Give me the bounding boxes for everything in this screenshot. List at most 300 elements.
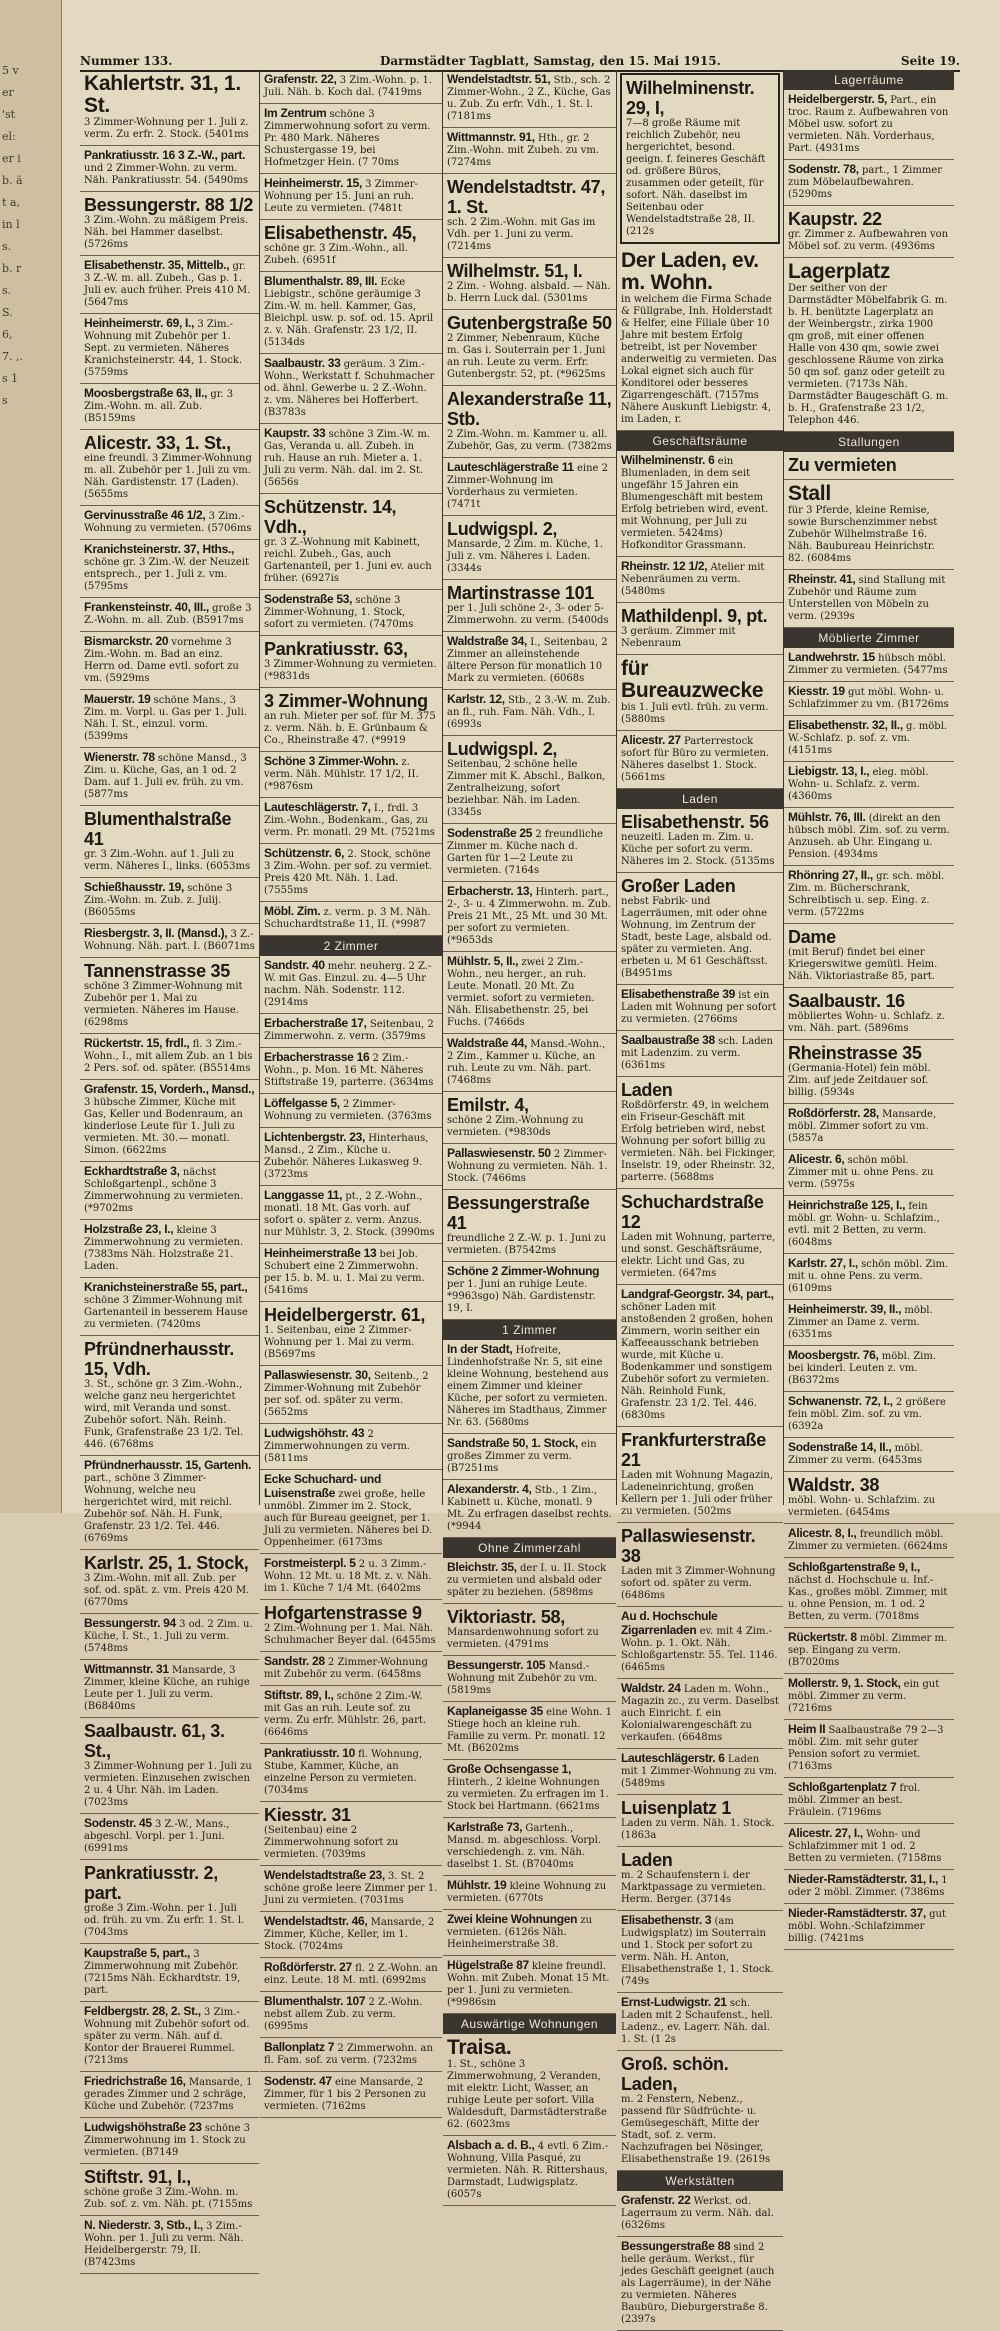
classified-ad <box>260 1866 442 1912</box>
classified-ad <box>443 952 616 1034</box>
ad-text: Hofreite, Lindenhofstraße Nr. 5, sit eine kleine Wohnung, bestehend aus einem Zimmer und kleiner Küche, per sofort zu vermieten. Näheres im Stadthaus, Zimmer Nr. 63. (5680ms <box>447 1345 609 1428</box>
ad-text: 3. St. 2 schöne große leere Zimmer per 1. Juni zu vermieten. (7031ms <box>264 1871 438 1906</box>
classified-ad <box>80 506 259 540</box>
classified-ad <box>784 808 954 866</box>
classified-ad <box>80 958 259 1034</box>
ad-text: 2 freundliche Zimmer m. Küche nach d. Garten für 1—2 Leute zu vermieten. (7164s <box>447 829 603 876</box>
ad-text: 1 oder 2 möbl. Zimmer. (7386ms <box>788 1875 948 1898</box>
classified-ad <box>80 1944 259 2002</box>
ad-headline: Heinheimerstr. 39, II., <box>788 1302 902 1316</box>
section-heading: Geschäftsräume <box>617 431 783 451</box>
classified-ad <box>617 1427 783 1523</box>
ad-text: (am Ludwigsplatz) im Souterrain und 1. Stock per sofort zu verm. Näh. H. Anton, Elisabethenstraße 1, 1. Stock. (749s <box>621 1916 774 1987</box>
classified-ad <box>784 1392 954 1438</box>
ad-headline: Grafenstr. 22 <box>621 2193 691 2207</box>
classified-ad <box>80 2216 259 2274</box>
ad-text: gr. 3 Zim.-Wohn. m. all. Zub. (B5159ms <box>84 389 234 424</box>
ad-text: Roßdörferstr. 49, in welchem ein Friseur-Geschäft mit Erfolg betrieben wird, nebst Wohnung per sofort billig zu vermieten. Näh. bei Fickinger, Inselstr. 19, oder Rheinstr. 32, parterre. (5688ms <box>621 1100 776 1183</box>
classified-ad <box>260 1958 442 1992</box>
ad-headline: Heinheimerstr. 69, I., <box>84 316 195 330</box>
ad-headline: Martinstrasse 101 <box>447 583 594 603</box>
ad-text: 1. Seitenbau, eine 2 Zimmer-Wohnung per 1. Mai zu verm. (B5697ms <box>264 1325 415 1360</box>
classified-ad <box>260 2038 442 2072</box>
ad-headline: Elisabethenstraße 39 <box>621 987 736 1001</box>
classified-ad <box>617 731 783 789</box>
ad-headline: Sodenstraße 25 <box>447 826 533 840</box>
ad-headline: Lichtenbergstr. 23, <box>264 1130 365 1144</box>
ad-headline: Heinheimerstr. 15, <box>264 176 362 190</box>
ad-text: für 3 Pferde, kleine Remise, sowie Burschenzimmer nebst Zubehör Wilhelmstraße 16. Näh. Baubureau Heinrichstr. 82. (6084ms <box>788 505 938 564</box>
classified-ad <box>260 1186 442 1244</box>
ad-headline: Sodenstr. 45 <box>84 1816 152 1830</box>
classified-ad <box>260 1600 442 1652</box>
ad-text: Hinterh. part., 2-, 3- u. 4 Zimmerwohn. m. Zub. Preis 21 Mt., 25 Mt. und 30 Mt. per sofort zu vermieten. (*9653ds <box>447 887 611 946</box>
ad-text: Laden mit 1 Zimmer-Wohnung zu vm. (5489ms <box>621 1754 778 1789</box>
ad-text: Stb., 1 Zim., Kabinett u. Küche, monatl. 9 Mt. Zu erfragen daselbst rechts. (*9944 <box>447 1485 612 1532</box>
classified-ad <box>617 1993 783 2051</box>
ad-headline: Sodenstraße 53, <box>264 592 353 606</box>
classified-ad <box>80 1034 259 1080</box>
classified-ad <box>784 90 954 160</box>
ad-text: Seitenbau, 2 Zimmerwohn. z. verm. (3579ms <box>264 1019 434 1042</box>
classified-ad <box>617 1795 783 1847</box>
ad-text: schöne 3 Zim.-W. m. Gas, Veranda u. all. Zubeh. in ruh. Hause an ruh. Mieter a. 1. Juli zu verm. Näh. dal. im 2. St. (5656s <box>264 429 431 488</box>
classified-ad <box>443 2034 616 2136</box>
ad-headline: Holzstraße 23, I., <box>84 1222 174 1236</box>
section-heading: Stallungen <box>784 432 954 452</box>
ad-headline: Mathildenpl. 9, pt. <box>621 606 768 626</box>
ad-headline: Blumenthalstr. 107 <box>264 1994 366 2008</box>
ad-headline: Forstmeisterpl. 5 <box>264 1556 356 1570</box>
ad-headline: Moosbergstraße 63, II., <box>84 386 208 400</box>
ad-text: 2 Zimmer-Wohnung zu vermieten. (3763ms <box>264 1099 432 1122</box>
column-1 <box>80 70 260 2268</box>
classified-ad <box>784 716 954 762</box>
classified-ad <box>80 1220 259 1278</box>
ad-headline: Lauteschlägerstraße 11 <box>447 460 574 474</box>
ad-headline: Saalbaustr. 16 <box>788 991 905 1011</box>
ad-text: Mansardenwohnung sofort zu vermieten. (4791ms <box>447 1627 599 1650</box>
ad-headline: Erbacherstr. 13, <box>447 884 533 898</box>
ad-text: Hinterhaus, Mansd., 2 Zim., Küche u. Zubehör. Näheres Lukasweg 9. (3723ms <box>264 1133 429 1180</box>
ad-text: der I. u. II. Stock zu vermieten und alsbald oder später zu beziehen. (5898ms <box>447 1563 607 1598</box>
ad-headline: Pankratiusstr. 63, <box>264 639 408 659</box>
ad-headline: Elisabethenstr. 45, <box>264 223 417 243</box>
ad-text: Stb., sch. 2 Zimmer-Wohn., 2 Z., Küche, Gas u. Zub. Zu erfr. Vdh., 1. St. l. (7181ms <box>447 75 611 122</box>
ad-text: 3. St., schöne gr. 3 Zim.-Wohn., welche ganz neu hergerichtet wird, mit Veranda und sonst. Zubehör sofort. Näh. Reinh. Funk, Grafenstraße 23 1/2. Tel. 446. (6768ms <box>84 1379 244 1450</box>
ad-text: 2 Z.-Wohn. nebst allem Zub. zu verm. (6995ms <box>264 1997 423 2032</box>
classified-ad <box>443 386 616 458</box>
ad-headline: Elisabethenstr. 35, Mittelb., <box>84 258 230 272</box>
ad-headline: Bessungerstr. 105 <box>447 1658 546 1672</box>
ad-text: gut möbl. Wohn.-Schlafzimmer billig. (7421ms <box>788 1909 946 1944</box>
classified-ad <box>443 70 616 128</box>
ad-headline: Mollerstr. 9, 1. Stock, <box>788 1676 901 1690</box>
classified-ad <box>784 762 954 808</box>
ad-text: gut möbl. Wohn- u. Schlafzimmer zu vm. (B1726ms <box>788 687 949 710</box>
ad-headline: Schießhausstr. 19, <box>84 880 184 894</box>
classified-ad <box>260 1652 442 1686</box>
classified-ad <box>784 1104 954 1150</box>
ad-headline: Nieder-Ramstädterstr. 31, I., <box>788 1872 939 1886</box>
ad-headline: Bessungerstraße 41 <box>447 1193 590 1233</box>
ad-headline: Pfründnerhausstr. 15, Gartenh. <box>84 1458 252 1472</box>
ad-text: fl. 2 Z.-Wohn. an einz. Leute. 18 M. mtl. (6992ms <box>264 1963 438 1986</box>
ad-headline: Pallaswiesenstr. 38 <box>621 1526 756 1566</box>
ad-headline: Kaupstraße 5, part., <box>84 1946 191 1960</box>
classified-ad <box>260 590 442 636</box>
classified-ad <box>80 1660 259 1718</box>
classified-ad <box>260 1802 442 1866</box>
ad-headline: Kiesstr. 31 <box>264 1805 351 1825</box>
ad-text: Seitenbau, 2 schöne helle Zimmer mit K. Abschl., Balkon, Zentralheizung, sofort beziehbar. Näh. im Laden. (3345s <box>447 759 606 818</box>
ad-text: 2 Zim.-Wohn., p. Mon. 16 Mt. Näheres Stiftstraße 19, parterre. (3634ms <box>264 1053 434 1088</box>
page-number: Seite 19. <box>900 54 960 68</box>
classified-ad <box>443 632 616 690</box>
classified-ad <box>80 384 259 430</box>
ad-text: Gartenh., Mansd. m. abgeschloss. Vorpl. verschiedengh. z. vm. Näh. daselbst 1. St. (B7040ms <box>447 1823 601 1870</box>
ad-text: m. 2 Fenstern, Nebenz., passend für Südfrüchte- u. Gemüsegeschäft, Mitte der Stadt, sof. z. verm. Nachzufragen bei Nösinger, Elisabethenstraße 19. (2619s <box>621 2094 771 2165</box>
ad-headline: Im Zentrum <box>264 106 327 120</box>
ad-headline: Schloßgartenstraße 9, I., <box>788 1560 920 1574</box>
classified-ad <box>443 1956 616 2014</box>
ad-text: möbliertes Wohn- u. Schlafz. z. vm. Näh. part. (5896ms <box>788 1011 945 1034</box>
ad-text: ein großes Zimmer zu verm. (B7251ms <box>447 1439 597 1474</box>
ad-text: Mansd.-Wohnung mit Zubehör zu vm. (5819ms <box>447 1661 598 1696</box>
ad-headline: Rückertstr. 15, frdl., <box>84 1036 190 1050</box>
ad-text: Hinterh., 2 kleine Wohnungen zu vermieten. Zu erfragen im 1. Stock bei Hartmann. (6621ms <box>447 1777 609 1812</box>
ad-text: 3 od. 2 Zim. u. Küche, I. St., 1. Juli zu verm. (5748ms <box>84 1619 253 1654</box>
ad-headline: Karlstraße 73, <box>447 1820 523 1834</box>
ad-headline: Schützenstr. 6, <box>264 846 345 860</box>
ad-headline: Alicestr. 33, 1. St., <box>84 433 231 453</box>
ad-text: Laden mit Wohnung, parterre, und sonst. Geschäftsräume, elektr. Licht und Gas, zu vermieten. (647ms <box>621 1232 776 1279</box>
classified-ad <box>617 557 783 603</box>
ad-text: Wohn- und Schlafzimmer mit 1 od. 2 Betten zu vermieten. (7158ms <box>788 1829 942 1864</box>
ad-headline: Karlstr. 25, 1. Stock, <box>84 1553 249 1573</box>
ad-text: 3 Zim.-Wohn. zu mäßigem Preis. Näh. bei Hammer daselbst. (5726ms <box>84 215 249 250</box>
ad-text: Mansarde, 1 gerades Zimmer und 2 schräge, Küche und Zubehör. (7237ms <box>84 2077 253 2112</box>
ad-headline: Ludwigshöhstraße 23 <box>84 2120 202 2134</box>
classified-ad <box>260 494 442 590</box>
ad-text: fein möbl. gr. Wohn- u. Schlafzim., evtl. mit 2 Betten, zu verm. (6048ms <box>788 1201 940 1248</box>
ad-text: 1. St., schöne 3 Zimmerwohnung, 2 Veranden, mit elektr. Licht, Wasser, an ruhige Leute per sofort. Villa Waldesduft, Darmstädterstraße 62. (6023ms <box>447 2059 607 2130</box>
classified-ad <box>80 632 259 690</box>
ad-text: 2. Stock, schöne 3 Zim.-Wohn. per sof. zu vermiet. Preis 420 Mt. Näh. 1. Lad. (7555ms <box>264 849 433 896</box>
ad-headline: Pallaswiesenstr. 30, <box>264 1368 371 1382</box>
ad-text: 7—8 große Räume mit reichlich Zubehör, neu hergerichtet, besond. geeign. f. feineres Geschäft od. größere Büros, zusammen oder geteilt, für sofort. Näh. daselbst im Seitenbau oder Wendelstadtstraße 28, II. (212s <box>626 118 766 237</box>
ad-headline: Erbacherstrasse 16 <box>264 1050 370 1064</box>
ad-headline: Hügelstraße 87 <box>447 1958 529 1972</box>
classified-ad <box>443 1340 616 1434</box>
classified-ad <box>784 1254 954 1300</box>
section-heading: Möblierte Zimmer <box>784 628 954 648</box>
ad-headline: Lauteschlägerstr. 7, <box>264 800 371 814</box>
column-3 <box>443 70 617 2200</box>
ad-text: 3 Zimmer-Wohnung zu vermieten. (*9831ds <box>264 659 437 682</box>
classified-ad <box>784 1778 954 1824</box>
ad-headline: Stiftstr. 91, I., <box>84 2167 191 2187</box>
section-heading: Laden <box>617 789 783 809</box>
ad-text: fl. 3 Zim.-Wohn., I., mit allem Zub. an 1 bis 2 Pers. sof. od. später. (B5514ms <box>84 1039 253 1074</box>
ad-headline: Pankratiusstr. 16 3 Z.-W., part. <box>84 148 246 162</box>
classified-ad <box>260 220 442 272</box>
ad-headline: Großer Laden <box>621 876 736 896</box>
ad-text: Seitenb., 2 Zimmer-Wohnung mit Zubehör per sof. od. später zu verm. (5652ms <box>264 1371 429 1418</box>
ad-headline: Waldstraße 44, <box>447 1036 528 1050</box>
classified-ad <box>80 146 259 192</box>
ad-text: gr. 3 Z.-Wohnung mit Kabinett, reichl. Zubeh., Gas, auch Gartenanteil, per 1. Juni ev. auch früher. (6927is <box>264 537 432 584</box>
ad-headline: Frankensteinstr. 40, III., <box>84 600 209 614</box>
ad-text: sind 2 helle geräum. Werkst., für jedes Geschäft geeignet (auch als Lagerräume), in der Nähe zu vermieten. Näheres Baubüro, Dieburgerstraße 8. (2397s <box>621 2242 775 2325</box>
ad-text: eine 2 Zimmer-Wohnung im Vorderhaus zu vermieten. (7471t <box>447 463 609 510</box>
ad-headline: Wendelstadtstr. 51, <box>447 72 551 86</box>
classified-ad <box>784 1472 954 1524</box>
ad-text: Parterrestock sofort für Büro zu vermieten. Näheres daselbst 1. Stock. (5661ms <box>621 736 770 783</box>
ad-headline: Waldstraße 34, <box>447 634 528 648</box>
ad-text: 4 evtl. 6 Zim.-Wohnung, Villa Pasqué, zu vermieten. Näh. R. Rittershaus, Darmstadt, Ludwigsplatz. (6057s <box>447 2141 609 2200</box>
ad-headline: Stiftstr. 89, I., <box>264 1688 334 1702</box>
masthead-date: Darmstädter Tagblatt, Samstag, den 15. Mai 1915. <box>380 54 721 68</box>
ad-text: Laden m. Wohn., Magazin zc., zu verm. Daselbst auch Einricht. f. ein Kolonialwarengeschäft zu verkaufen. (6648ms <box>621 1684 779 1743</box>
ad-text: nächst d. Hochschule u. Inf.-Kas., großes möbl. Zimmer, mit u. ohne Pension, m. 1 od. 2 Betten, zu verm. (7018ms <box>788 1575 948 1622</box>
classified-ad <box>80 430 259 506</box>
ad-headline: Laden <box>621 1850 673 1870</box>
classified-ad <box>443 1656 616 1702</box>
ad-headline: Wilhelmstr. 51, I. <box>447 261 583 281</box>
ad-text: 3 Zim.-Wohn. p. 1. Juli. Näh. b. Koch dal. (7419ms <box>264 75 433 98</box>
ad-headline: N. Niederstr. 3, Stb., I., <box>84 2218 203 2232</box>
classified-ad <box>784 988 954 1040</box>
ad-headline: Heinrichstraße 125, I., <box>788 1198 906 1212</box>
ad-headline: Laden <box>621 1080 673 1100</box>
ad-text: schöne 3 Zimmer-Wohnung mit Gartenanteil in besserem Hause zu vermieten. (7420ms <box>84 1295 248 1330</box>
ad-text: kleine Wohnung zu vermieten. (6770ts <box>447 1881 607 1904</box>
ad-text: kleine 3 Zimmerwohnung zu vermieten. (7383ms Näh. Holzstraße 21. Laden. <box>84 1225 244 1272</box>
ad-text: geräum. 3 Zim.-Wohn., Werkstatt f. Schuhmacher od. ähnl. Gewerbe u. 2 Z.-Wohn. z. vm. Näheres bei Hofferbert. (B3783s <box>264 359 435 418</box>
ad-headline: Roßdörferstr. 27 <box>264 1960 352 1974</box>
classified-ad <box>443 1034 616 1092</box>
classified-ad <box>784 924 954 988</box>
ad-headline: Saalbaustr. 61, 3. St., <box>84 1721 225 1761</box>
classified-ad <box>443 580 616 632</box>
classified-ad <box>784 1824 954 1870</box>
ad-headline: In der Stadt, <box>447 1342 513 1356</box>
classified-ad <box>80 924 259 958</box>
ad-headline: Pfründnerhausstr. 15, Vdh. <box>84 1339 234 1379</box>
ad-text: Part., ein troc. Raum z. Aufbewahren von Möbel usw. sofort zu vermieten. Näh. Vorderhaus, Part. (4931ms <box>788 95 949 154</box>
classified-ad <box>80 1814 259 1860</box>
ad-text: 2 Zimmer-Wohnung zu vermieten. Näh. 1. Stock. (7466ms <box>447 1149 608 1184</box>
section-heading: Ohne Zimmerzahl <box>443 1538 616 1558</box>
classified-ad <box>260 272 442 354</box>
ad-text: schöne große 3 Zim.-Wohn. m. Zub. sof. z. vm. Näh. pt. (7155ms <box>84 2187 253 2210</box>
ad-text: hübsch möbl. Zimmer zu vermieten. (5477ms <box>788 653 948 676</box>
classified-ad <box>443 1558 616 1604</box>
ad-headline: Heidelbergerstr. 5, <box>788 92 888 106</box>
section-heading: Auswärtige Wohnungen <box>443 2014 616 2034</box>
classified-ad <box>80 2118 259 2164</box>
ad-text: I., Seitenbau, 2 Zimmer an alleinstehende ältere Person für monatlich 10 Mark zu vermieten. (6068s <box>447 637 608 684</box>
classified-ad <box>617 985 783 1031</box>
ad-text: 3 Zimmer-Wohnung per 1. Juli z. verm. Zu erfr. 2. Stock. (5401ms <box>84 117 249 140</box>
ad-text: eine freundl. 3 Zimmer-Wohnung m. all. Zubehör per 1. Juli zu vm. Näh. Gardistenstr. 17 (Laden). (5655ms <box>84 453 252 500</box>
ad-text: I., frdl. 3 Zim.-Wohn., Bodenkam., Gas, zu verm. Pr. monatl. 29 Mt. (7521ms <box>264 803 435 838</box>
ad-headline: Saalbaustraße 38 <box>621 1033 715 1047</box>
classified-ad <box>784 1040 954 1104</box>
classified-ad <box>80 1162 259 1220</box>
ad-headline: Elisabethenstr. 32, II., <box>788 718 903 732</box>
ad-headline: Erbacherstraße 17, <box>264 1016 367 1030</box>
ad-text: Der seither von der Darmstädter Möbelfabrik G. m. b. H. benützte Lagerplatz an der Weinbergstr., zirka 1900 qm groß, mit einer offenen Halle von 430 qm, sowie zwei geschlossene Räume von zirka 50 qm sof. ganz oder geteilt zu vermieten. (7173s Näh. Darmstädter Baugeschäft G. m. b. H., Grafenstraße 23 1/2, Telephon 446. <box>788 283 949 426</box>
classified-ad <box>80 2164 259 2216</box>
ad-headline: Ludwigspl. 2, <box>447 739 558 759</box>
ad-headline: Lauteschlägerstr. 6 <box>621 1751 725 1765</box>
classified-ad <box>260 1744 442 1802</box>
classified-ad <box>260 636 442 688</box>
ad-text: m. 2 Schaufenstern i. der Marktpassage zu vermieten. Herm. Berger. (3714s <box>621 1870 766 1905</box>
ad-text: Ecke Liebigstr., schöne geräumige 3 Zim.-W. m. hell. Kammer, Gas, Bleichpl. usw. p. sof. od. 15. April z. v. Näh. Grafenstr. 23 1/2, II. (5134ds <box>264 277 434 348</box>
classified-ad <box>260 798 442 844</box>
ad-headline: Rheinstrasse 35 <box>788 1043 922 1063</box>
classified-ad <box>80 314 259 384</box>
classified-ad <box>784 160 954 206</box>
ad-headline: Grafenstr. 15, Vorderh., Mansd., <box>84 1082 255 1096</box>
ad-text: sch. 2 Zim.-Wohn. mit Gas im Vdh. per 1. Juni zu verm. (7214ms <box>447 217 596 252</box>
classified-ad <box>617 2191 783 2237</box>
ad-text: sind Stallung mit Zubehör und Räume zum Unterstellen von Möbeln zu verm. (2939s <box>788 575 946 622</box>
ad-text: und 2 Zimmer-Wohn. zu verm. Näh. Pankratiusstr. 54. (5490ms <box>84 163 249 186</box>
ad-headline: Sandstr. 40 <box>264 958 325 972</box>
ad-headline: Groß. schön. Laden, <box>621 2054 729 2094</box>
ad-text: (direkt an den hübsch möbl. Zim. sof. zu verm. Anzuseh. ab Uhr. Eingang u. Pension. (4934ms <box>788 813 950 860</box>
ad-headline: Wendelstadtstr. 46, <box>264 1914 368 1928</box>
ad-text: schön möbl. Zim. mit u. ohne Pens. zu verm. (6109ms <box>788 1259 949 1294</box>
classified-ad <box>260 1686 442 1744</box>
ad-headline: Pallaswiesenstr. 50 <box>447 1146 551 1160</box>
classified-ad <box>260 424 442 494</box>
ad-text: mehr. neuherg. 2 Z.-W. mit Gas. Einzul. zu. 4—5 Uhr nachm. Näh. Sodenstr. 112. (2914ms <box>264 961 432 1008</box>
ad-text: Laden mit Wohnung Magazin, Ladeneinrichtung, großen Kellern per 1. Juli oder früher zu vermieten. (502ms <box>621 1470 774 1517</box>
classified-ad <box>260 174 442 220</box>
classified-ad <box>80 540 259 598</box>
classified-ad <box>260 752 442 798</box>
ad-text: Laden zu verm. Näh. 1. Stock. (1863a <box>621 1818 775 1841</box>
ad-headline: Schützenstr. 14, Vdh., <box>264 497 397 537</box>
ad-text: 3 geräum. Zimmer mit Nebenraum <box>621 626 736 649</box>
ad-headline: Alicestr. 27 <box>621 733 681 747</box>
ad-headline: Hofgartenstrasse 9 <box>264 1603 422 1623</box>
ad-headline: Lagerplatz <box>788 260 891 283</box>
ad-text: 2 Zim. - Wohng. alsbald. — Näh. b. Herrn Luck dal. (5301ms <box>447 281 611 304</box>
classified-ad <box>617 1077 783 1189</box>
ad-text: g. möbl. W.-Schlafz. p. sof. z. vm. (4151ms <box>788 721 948 756</box>
ad-headline: Rückertstr. 8 <box>788 1630 857 1644</box>
ad-headline: Heidelbergerstr. 61, <box>264 1305 426 1325</box>
ad-headline: Langgasse 11, <box>264 1188 343 1202</box>
ad-headline: Schuchardstraße 12 <box>621 1192 764 1232</box>
classified-ad <box>260 1366 442 1424</box>
classified-ad <box>80 70 259 146</box>
ad-headline: Zu vermieten <box>788 455 897 475</box>
ad-headline: Löffelgasse 5, <box>264 1096 340 1110</box>
ad-text: 2 Zimmer, Nebenraum, Küche m. Gas i. Souterrain per 1. Juni an ruh. Leute zu verm. Erfr. Gutenbergstr. 52, pt. (*9625ms <box>447 333 606 380</box>
classified-ad <box>784 452 954 480</box>
ad-headline: Mühlstr. 76, III. <box>788 810 866 824</box>
ad-headline: Elisabethenstr. 3 <box>621 1913 712 1927</box>
ad-headline: Alicestr. 6, <box>788 1152 845 1166</box>
classified-ad <box>80 1718 259 1814</box>
ad-text: eleg. möbl. Wohn- u. Schlafz. z. verm. (4360ms <box>788 767 929 802</box>
ad-headline: Wienerstr. 78 <box>84 750 155 764</box>
ad-headline: Kaupstr. 33 <box>264 426 326 440</box>
classified-ad <box>260 1424 442 1470</box>
classified-ad <box>260 1094 442 1128</box>
ad-text: Stb., 2 3.-W. m. Zub. an fl., ruh. Fam. Näh. Vdh., I. (6993s <box>447 695 611 730</box>
ad-headline: Kaupstr. 22 <box>788 209 882 229</box>
classified-ad <box>260 1128 442 1186</box>
classified-ad <box>617 809 783 873</box>
ad-text: 3 Z.-Wohnung. Näh. part. I. (B6071ms <box>84 929 255 952</box>
classified-ad <box>80 256 259 314</box>
ad-headline: Wilhelminenstr. 29, I, <box>626 78 755 118</box>
ad-text: schöner Laden mit anstoßenden 2 großen, hohen Zimmern, worin seither ein Kaffeeausschank betrieben wurde, mit Küche u. Bodenkammer und sonstigem Zubehör sofort zu vermieten. Näh. Reinhold Funk, Grafenstr. 23 1/2. Tel. 446. (6830ms <box>621 1302 773 1421</box>
ad-headline: Riesbergstr. 3, II. (Mansd.), <box>84 926 228 940</box>
classified-ad <box>784 1870 954 1904</box>
classified-ad <box>443 882 616 952</box>
ad-headline: Blumenthalstr. 89, III. <box>264 274 378 288</box>
classified-ad <box>443 736 616 824</box>
ad-headline: Sandstr. 28 <box>264 1654 325 1668</box>
classified-ad <box>80 1456 259 1550</box>
ad-headline: Schöne 3 Zimmer-Wohn. <box>264 754 399 768</box>
ad-text: möbl. Zim. bei kinderl. Leuten z. vm. (B6372ms <box>788 1351 937 1386</box>
classified-ad <box>260 2072 442 2118</box>
ad-headline: Karlstr. 12, <box>447 692 505 706</box>
ad-headline: Wendelstadtstraße 23, <box>264 1868 385 1882</box>
ad-headline: Wittmannstr. 31 <box>84 1662 169 1676</box>
ad-text: schöne Mans., 3 Zim. m. Vorpl. u. Gas per 1. Juli. Näh. I. St., einzul. vorm. (5399ms <box>84 695 247 742</box>
classified-ad <box>617 247 783 431</box>
ad-headline: Bessungerstr. 88 1/2 <box>84 195 254 215</box>
classified-ad <box>784 1720 954 1778</box>
ad-headline: Kranichsteinerstraße 55, part., <box>84 1280 248 1294</box>
section-heading: 1 Zimmer <box>443 1320 616 1340</box>
ad-text: möbl. Zimmer an Dame z. verm. (6351ms <box>788 1305 933 1340</box>
ad-text: nächst Schloßgartenpl., schöne 3 Zimmerwohnung zu vermieten. (*9702ms <box>84 1167 244 1214</box>
ad-text: 3 Zimmerwohnung mit Zubehör. (7215ms Näh. Eckhardtstr. 19, part. <box>84 1949 241 1996</box>
ad-text: ist ein Laden mit Wohnung per sofort zu vermieten. (2766ms <box>621 990 777 1025</box>
issue-number: Nummer 133. <box>80 54 173 68</box>
classified-ad <box>443 1604 616 1656</box>
ad-headline: Bismarckstr. 20 <box>84 634 169 648</box>
ad-headline: Frankfurterstraße 21 <box>621 1430 766 1470</box>
ad-headline: Tannenstrasse 35 <box>84 961 230 981</box>
classified-ad <box>443 1818 616 1876</box>
ad-text: 3 Zim.-Wohnung mit Zubehör sofort od. später zu verm. Näh. auf d. Kontor der Brauerei Rummel. (7213ms <box>84 2007 250 2066</box>
ad-headline: Blumenthalstraße 41 <box>84 809 232 849</box>
ad-text: Mansarde, 3 Zimmer, kleine Küche, an ruhige Leute per 1. Juli zu verm. (B6840ms <box>84 1665 250 1712</box>
ad-headline: Ernst-Ludwigstr. 21 <box>621 1995 727 2009</box>
classified-ad <box>80 878 259 924</box>
ad-text: möbl. Wohn- u. Schlafzim. zu vermieten. (6454ms <box>788 1495 936 1518</box>
ad-text: gr. 3 Z.-W. m. all. Zubeh., Gas p. 1. Juli ev. auch früher. Preis 410 M. (5647ms <box>84 261 251 308</box>
ad-text: Mansarde, 2 Zim. m. Küche, 1. Juli z. vm. Näheres i. Laden. (3344s <box>447 539 604 574</box>
classified-ad <box>784 206 954 258</box>
adjacent-page-text: 5 ver 'st el: er ib. ät a, in ls. b. rs. S. 6, 7. ,. s 1 s <box>2 64 23 407</box>
classified-ad <box>617 2237 783 2331</box>
ad-text: Saalbaustraße 79 2—3 möbl. Zim. mit sehr guter Pension sofort zu vermiet. (7163ms <box>788 1725 944 1772</box>
